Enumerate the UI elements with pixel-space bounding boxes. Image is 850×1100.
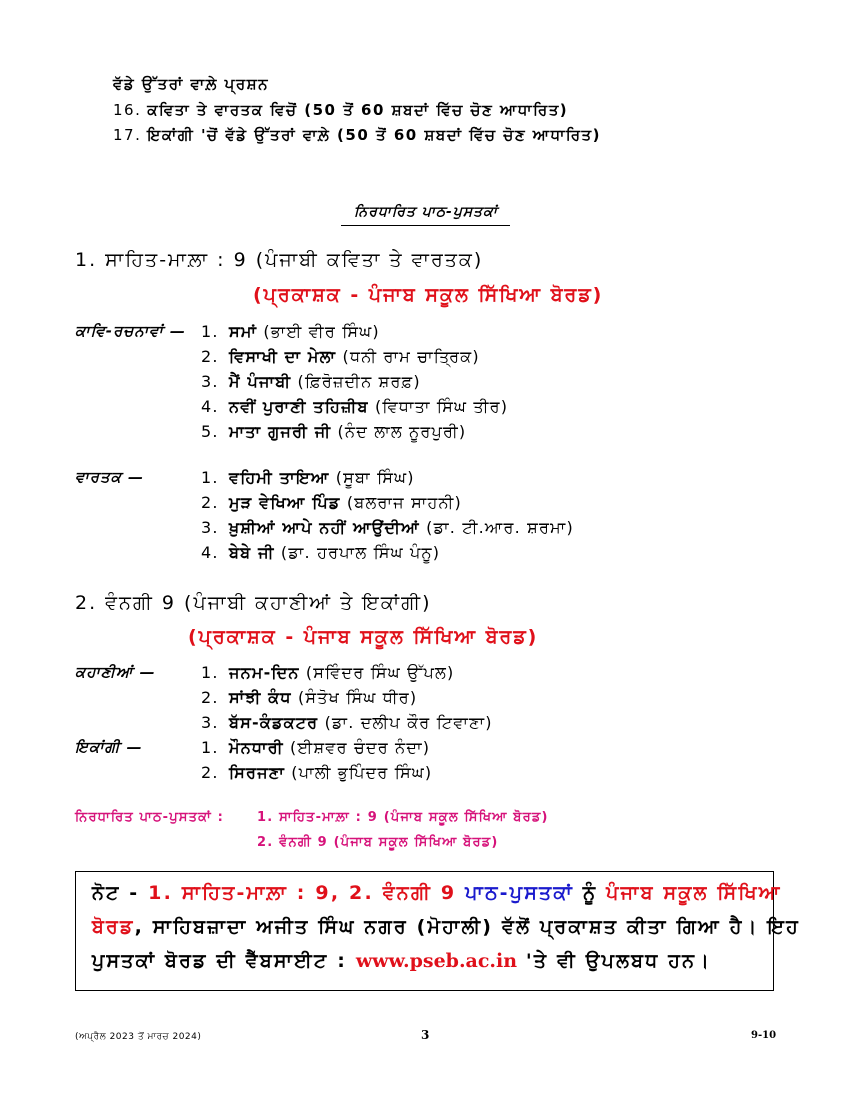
- item-author: (ਈਸ਼ਵਰ ਚੰਦਰ ਨੰਦਾ): [290, 738, 431, 757]
- item-title: ਸਮਾਂ: [229, 322, 258, 341]
- summary-label: ਨਿਰਧਾਰਿਤ ਪਾਠ-ਪੁਸਤਕਾਂ :: [75, 810, 225, 825]
- item-author: (ਸੰਤੋਖ ਸਿੰਘ ਧੀਰ): [297, 688, 418, 707]
- item-number: 1.: [201, 322, 219, 341]
- book1-publisher: (ਪ੍ਰਕਾਸ਼ਕ - ਪੰਜਾਬ ਸਕੂਲ ਸਿੱਖਿਆ ਬੋਰਡ): [253, 284, 604, 306]
- item-number: 2.: [201, 688, 219, 707]
- website-link[interactable]: www.pseb.ac.in: [355, 950, 518, 972]
- item-author: (ਬਲਰਾਜ ਸਾਹਨੀ): [346, 493, 462, 512]
- long-questions-heading: ਵੱਡੇ ਉੱਤਰਾਂ ਵਾਲ਼ੇ ਪ੍ਰਸ਼ਨ: [113, 75, 269, 93]
- prescribed-heading: ਨਿਰਧਾਰਿਤ ਪਾਠ-ਪੁਸਤਕਾਂ: [354, 204, 498, 220]
- item-title: ਮੁੜ ਵੇਖਿਆ ਪਿੰਡ: [229, 493, 341, 512]
- list-item: [201, 322, 380, 342]
- item-author: (ਭਾਈ ਵੀਰ ਸਿੰਘ): [263, 322, 380, 341]
- summary-line-2: 2. ਵੰਨਗੀ 9 (ਪੰਜਾਬ ਸਕੂਲ ਸਿੱਖਿਆ ਬੋਰਡ): [257, 835, 499, 850]
- question-text: ਇਕਾਂਗੀ 'ਚੋਂ ਵੱਡੇ ਉੱਤਰਾਂ ਵਾਲ਼ੇ (50 ਤੋਂ 60 ਸ਼ਬਦਾਂ ਵਿੱਚ ਚੋਣ ਆਧਾਰਿਤ): [147, 126, 601, 144]
- item-author: (ਫ਼ਿਰੋਜ਼ਦੀਨ ਸ਼ਰਫ਼): [297, 372, 421, 391]
- list-item: [201, 468, 415, 488]
- book1-title: 1. ਸਾਹਿਤ-ਮਾਲ਼ਾ : 9 (ਪੰਜਾਬੀ ਕਵਿਤਾ ਤੇ ਵਾਰਤਕ): [75, 249, 484, 271]
- footer-date-range: (ਅਪ੍ਰੈਲ 2023 ਤੋਂ ਮਾਰਚ 2024): [75, 1032, 202, 1042]
- list-item: [201, 663, 454, 683]
- item-number: 4.: [201, 397, 219, 416]
- footer-class-range: 9-10: [751, 1030, 777, 1041]
- list-item: [201, 763, 432, 783]
- list-item: [201, 493, 462, 513]
- stories-label: ਕਹਾਣੀਆਂ —: [75, 663, 156, 681]
- summary-line-1: 1. ਸਾਹਿਤ-ਮਾਲ਼ਾ : 9 (ਪੰਜਾਬ ਸਕੂਲ ਸਿੱਖਿਆ ਬੋਰਡ): [257, 810, 549, 825]
- question-item: [113, 101, 568, 119]
- list-item: [201, 397, 508, 417]
- item-number: 1.: [201, 468, 219, 487]
- item-author: (ਪਾਲੀ ਭੁਪਿੰਦਰ ਸਿੰਘ): [291, 763, 433, 782]
- question-number: 17.: [113, 126, 142, 144]
- item-author: (ਸਵਿੰਦਰ ਸਿੰਘ ਉੱਪਲ): [305, 663, 455, 682]
- note-board-part2: ਬੋਰਡ: [92, 916, 135, 938]
- item-title: ਬੱਸ-ਕੰਡਕਟਰ: [229, 713, 319, 732]
- item-number: 3.: [201, 713, 219, 732]
- list-item: [201, 688, 417, 708]
- item-number: 2.: [201, 763, 219, 782]
- item-number: 2.: [201, 347, 219, 366]
- item-number: 1.: [201, 663, 219, 682]
- item-author: (ਵਿਧਾਤਾ ਸਿੰਘ ਤੀਰ): [374, 397, 509, 416]
- item-author: (ਧਨੀ ਰਾਮ ਚਾਤ੍ਰਿਕ): [342, 347, 480, 366]
- item-number: 3.: [201, 518, 219, 537]
- book2-publisher: (ਪ੍ਰਕਾਸ਼ਕ - ਪੰਜਾਬ ਸਕੂਲ ਸਿੱਖਿਆ ਬੋਰਡ): [188, 626, 539, 648]
- list-item: [201, 738, 430, 758]
- note-textbooks: ਪਾਠ-ਪੁਸਤਕਾਂ: [456, 882, 574, 904]
- item-title: ਖ਼ੁਸ਼ੀਆਂ ਆਪੇ ਨਹੀਂ ਆਉਂਦੀਆਂ: [229, 518, 420, 537]
- list-item: [201, 518, 574, 538]
- note-line-3: [92, 950, 711, 972]
- item-number: 3.: [201, 372, 219, 391]
- item-title: ਵਹਿਮੀ ਤਾਇਆ: [229, 468, 330, 487]
- list-item: [201, 543, 440, 563]
- question-text: ਕਵਿਤਾ ਤੇ ਵਾਰਤਕ ਵਿਚੋਂ (50 ਤੋਂ 60 ਸ਼ਬਦਾਂ ਵਿੱਚ ਚੋਣ ਆਧਾਰਿਤ): [147, 101, 569, 119]
- note-books: 1. ਸਾਹਿਤ-ਮਾਲ਼ਾ : 9, 2. ਵੰਨਗੀ 9: [148, 882, 457, 904]
- heading-underline: [341, 225, 510, 226]
- item-number: 4.: [201, 543, 219, 562]
- item-title: ਮਾਤਾ ਗੁਜਰੀ ਜੀ: [229, 422, 332, 441]
- poetry-label: ਕਾਵਿ-ਰਚਨਾਵਾਂ —: [75, 322, 186, 340]
- note-line-2: [92, 916, 800, 938]
- note-line3-pre: ਪੁਸਤਕਾਂ ਬੋਰਡ ਦੀ ਵੈੱਬਸਾਈਟ :: [92, 950, 356, 972]
- item-title: ਸਾਂਝੀ ਕੰਧ: [229, 688, 292, 707]
- note-to: ਨੂੰ: [573, 882, 607, 904]
- item-author: (ਨੰਦ ਲਾਲ ਨੂਰਪੁਰੀ): [337, 422, 467, 441]
- item-author: (ਸੂਬਾ ਸਿੰਘ): [335, 468, 415, 487]
- item-title: ਮੈਂ ਪੰਜਾਬੀ: [229, 372, 292, 391]
- question-number: 16.: [113, 101, 142, 119]
- list-item: [201, 713, 493, 733]
- item-title: ਵਿਸਾਖੀ ਦਾ ਮੇਲਾ: [229, 347, 337, 366]
- item-title: ਮੌਨਧਾਰੀ: [229, 738, 284, 757]
- book2-title: 2. ਵੰਨਗੀ 9 (ਪੰਜਾਬੀ ਕਹਾਣੀਆਂ ਤੇ ਇਕਾਂਗੀ): [75, 592, 432, 614]
- item-title: ਨਵੀਂ ਪੁਰਾਣੀ ਤਹਿਜ਼ੀਬ: [229, 397, 369, 416]
- question-item: [113, 126, 601, 144]
- list-item: [201, 347, 480, 367]
- note-line-1: [92, 882, 782, 904]
- list-item: [201, 422, 466, 442]
- note-box: [75, 871, 800, 991]
- item-number: 2.: [201, 493, 219, 512]
- item-author: (ਡਾ. ਟੀ.ਆਰ. ਸ਼ਰਮਾ): [426, 518, 574, 537]
- note-prefix: ਨੋਟ -: [92, 882, 149, 904]
- item-title: ਸਿਰਜਣਾ: [229, 763, 285, 782]
- item-author: (ਡਾ. ਹਰਪਾਲ ਸਿੰਘ ਪੰਨੂ): [280, 543, 441, 562]
- item-title: ਜਨਮ-ਦਿਨ: [229, 663, 300, 682]
- note-line3-post: 'ਤੇ ਵੀ ਉਪਲਬਧ ਹਨ।: [517, 950, 712, 972]
- plays-label: ਇਕਾਂਗੀ —: [75, 738, 143, 756]
- item-number: 1.: [201, 738, 219, 757]
- note-line2-rest: , ਸਾਹਿਬਜ਼ਾਦਾ ਅਜੀਤ ਸਿੰਘ ਨਗਰ (ਮੋਹਾਲੀ) ਵੱਲੋਂ ਪ੍ਰਕਾਸ਼ਤ ਕੀਤਾ ਗਿਆ ਹੈ। ਇਹ: [134, 916, 800, 938]
- item-title: ਬੇਬੇ ਜੀ: [229, 543, 275, 562]
- note-board-part1: ਪੰਜਾਬ ਸਕੂਲ ਸਿੱਖਿਆ: [606, 882, 782, 904]
- item-number: 5.: [201, 422, 219, 441]
- page-number: 3: [421, 1028, 430, 1042]
- item-author: (ਡਾ. ਦਲੀਪ ਕੌਰ ਟਿਵਾਣਾ): [324, 713, 493, 732]
- list-item: [201, 372, 421, 392]
- prose-label: ਵਾਰਤਕ —: [75, 468, 145, 486]
